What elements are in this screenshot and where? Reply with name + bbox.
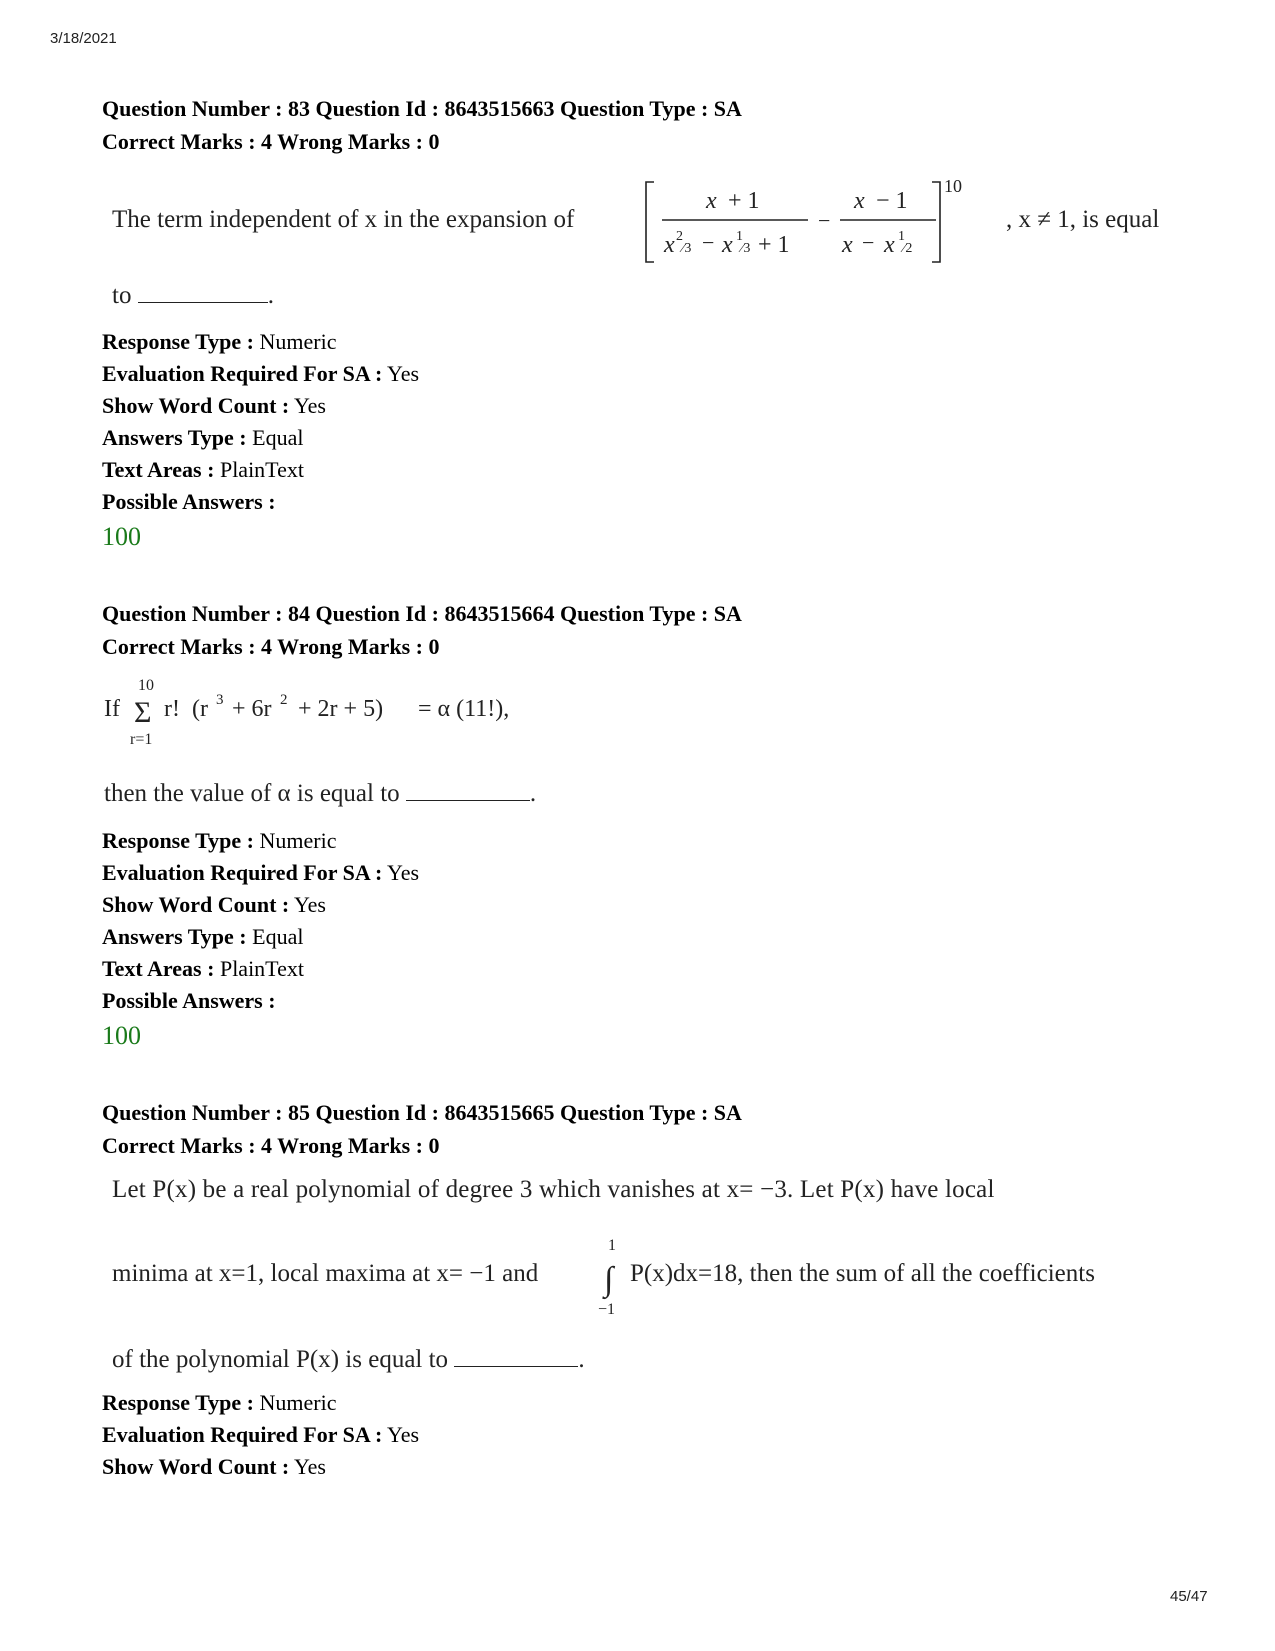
meta-response-type: Response Type : Numeric <box>102 1390 337 1415</box>
question-text-line2b: P(x)dx=18, then the sum of all the coefficients <box>630 1260 1095 1287</box>
svg-text:⁄3: ⁄3 <box>682 241 692 256</box>
question-text-end: to . <box>112 282 274 309</box>
svg-text:∫: ∫ <box>604 1261 614 1298</box>
svg-text:x: x <box>664 232 675 258</box>
meta-evaluation-required: Evaluation Required For SA : Yes <box>102 361 420 386</box>
meta-show-word-count: Show Word Count : Yes <box>102 1454 326 1479</box>
meta-text-areas: Text Areas : PlainText <box>102 457 304 482</box>
svg-text:x: x <box>706 188 717 214</box>
marks-line: Correct Marks : 4 Wrong Marks : 0 <box>102 129 440 154</box>
meta-evaluation-required: Evaluation Required For SA : Yes <box>102 1422 420 1447</box>
integral-symbol <box>596 1232 632 1322</box>
meta-answers-type: Answers Type : Equal <box>102 924 304 949</box>
svg-text:2: 2 <box>280 692 288 708</box>
svg-text:x: x <box>722 232 733 258</box>
svg-text:10: 10 <box>138 677 154 694</box>
svg-text:−: − <box>818 208 831 233</box>
svg-text:−: − <box>862 230 875 255</box>
meta-evaluation-required: Evaluation Required For SA : Yes <box>102 860 420 885</box>
question-text-line2a: minima at x=1, local maxima at x= −1 and <box>112 1260 539 1287</box>
svg-text:− 1: − 1 <box>876 188 908 214</box>
marks-line: Correct Marks : 4 Wrong Marks : 0 <box>102 1133 440 1158</box>
math-expression <box>100 668 560 750</box>
meta-answers-type: Answers Type : Equal <box>102 425 304 450</box>
svg-text:1: 1 <box>736 229 743 244</box>
svg-text:−: − <box>702 230 715 255</box>
question-text-line3: of the polynomial P(x) is equal to . <box>112 1346 585 1373</box>
svg-text:2: 2 <box>676 229 683 244</box>
marks-line: Correct Marks : 4 Wrong Marks : 0 <box>102 634 440 659</box>
possible-answer: 100 <box>102 522 141 551</box>
math-expression <box>640 170 1000 270</box>
meta-response-type: Response Type : Numeric <box>102 329 337 354</box>
svg-text:1: 1 <box>898 229 905 244</box>
meta-show-word-count: Show Word Count : Yes <box>102 892 326 917</box>
question-header: Question Number : 84 Question Id : 8643515664 Question Type : SA <box>102 601 742 626</box>
answer-blank <box>138 302 268 303</box>
answer-blank <box>454 1366 578 1367</box>
svg-text:x: x <box>842 232 853 258</box>
question-text-line: of the polynomial P(x) is equal to <box>112 1346 449 1373</box>
svg-text:+ 1: + 1 <box>728 188 760 214</box>
question-header: Question Number : 85 Question Id : 8643515665 Question Type : SA <box>102 1100 742 1125</box>
svg-text:⁄2: ⁄2 <box>903 241 913 256</box>
svg-text:3: 3 <box>216 692 224 708</box>
question-header: Question Number : 83 Question Id : 8643515663 Question Type : SA <box>102 96 742 121</box>
svg-text:+ 1: + 1 <box>758 232 790 258</box>
svg-text:If: If <box>104 696 120 722</box>
question-text-end-word: to <box>112 282 132 309</box>
svg-text:x: x <box>884 232 895 258</box>
svg-text:r!: r! <box>164 696 180 722</box>
possible-answer: 100 <box>102 1021 141 1050</box>
meta-response-type: Response Type : Numeric <box>102 828 337 853</box>
question-text-tail: , x ≠ 1, is equal <box>1006 206 1160 233</box>
question-text: then the value of α is equal to . <box>104 780 537 807</box>
meta-show-word-count: Show Word Count : Yes <box>102 393 326 418</box>
question-text: The term independent of x in the expansion of <box>112 206 575 233</box>
svg-text:+ 6r: + 6r <box>232 696 272 722</box>
page-number: 45/47 <box>1170 1588 1208 1605</box>
meta-text-areas: Text Areas : PlainText <box>102 956 304 981</box>
print-date: 3/18/2021 <box>50 30 117 47</box>
svg-text:⁄3: ⁄3 <box>741 241 751 256</box>
answer-blank <box>406 800 530 801</box>
question-text-line1: Let P(x) be a real polynomial of degree 3 which vanishes at x= −3. Let P(x) have local <box>112 1176 995 1203</box>
svg-text:x: x <box>854 188 865 214</box>
svg-text:+ 2r + 5): + 2r + 5) <box>298 696 384 722</box>
question-text-line: then the value of α is equal to <box>104 780 400 807</box>
meta-possible-answers: Possible Answers : <box>102 489 276 514</box>
svg-text:10: 10 <box>944 176 962 196</box>
svg-text:(r: (r <box>192 696 208 722</box>
meta-possible-answers: Possible Answers : <box>102 988 276 1013</box>
svg-text:Σ: Σ <box>134 696 152 729</box>
svg-text:1: 1 <box>608 1237 616 1254</box>
svg-text:−1: −1 <box>598 1301 616 1318</box>
svg-text:= α (11!),: = α (11!), <box>418 696 510 722</box>
svg-text:r=1: r=1 <box>130 731 153 748</box>
